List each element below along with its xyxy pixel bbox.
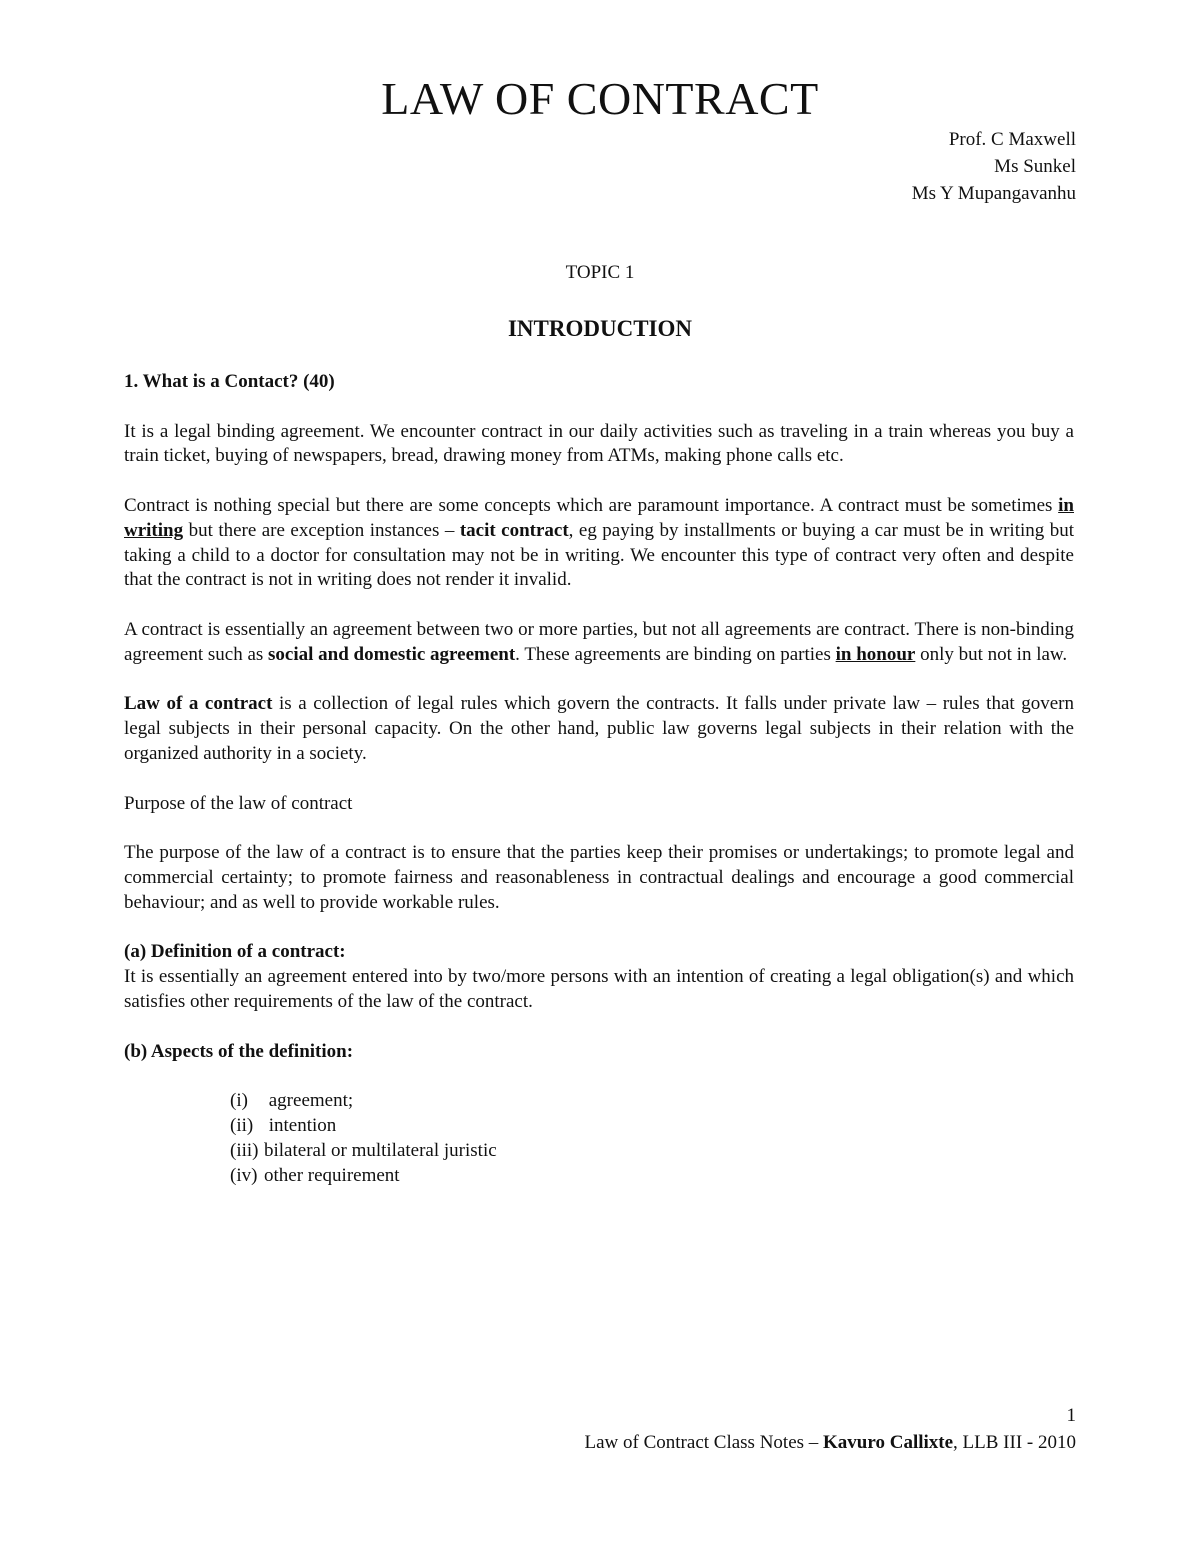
list-item	[230, 1164, 1074, 1189]
section-heading: INTRODUCTION	[507, 316, 693, 341]
page-number: 1	[1066, 1405, 1076, 1426]
paragraph	[124, 618, 1074, 668]
list-number: (iii)	[230, 1139, 259, 1161]
list-number: (iv)	[230, 1164, 258, 1186]
author-name: Ms Sunkel	[994, 156, 1076, 177]
document-title: LAW OF CONTRACT	[381, 73, 819, 124]
question-heading: 1. What is a Contact? (40)	[124, 371, 335, 392]
page-footer	[585, 1432, 1076, 1454]
text-run: A contract is essentially an agreement between two or more parties, but not all agreements are contract. There is non-binding agreement such as	[124, 618, 1074, 665]
text-run: Contract is nothing special but there are some concepts which are paramount importance. A contract must be sometimes	[124, 494, 1059, 516]
subheading: Purpose of the law of contract	[124, 792, 353, 814]
footer-prefix: Law of Contract Class Notes –	[584, 1432, 824, 1453]
text-run: but there are exception instances –	[183, 519, 460, 541]
author-name: Prof. C Maxwell	[948, 129, 1076, 150]
author-name: Ms Y Mupangavanhu	[911, 183, 1076, 204]
paragraph: It is essentially an agreement entered into by two/more persons with an intention of creating a legal obligation(s) and which satisfies other requirements of the law of the contract.	[124, 966, 1074, 1012]
emphasis-text: in honour	[835, 643, 916, 665]
paragraph	[124, 692, 1074, 766]
paragraph: The purpose of the law of a contract is to ensure that the parties keep their promises or undertakings; to promote legal and commercial certainty; to promote fairness and reasonableness in contractual dealings and encourage a good commercial behaviour; and as well to provide workable rules.	[124, 842, 1074, 913]
list-item	[230, 1139, 1074, 1164]
list-text: agreement;	[268, 1090, 354, 1112]
definition-heading: (a) Definition of a contract:	[124, 941, 346, 963]
emphasis-text: tacit contract	[459, 519, 569, 541]
text-run: . These agreements are binding on parties	[515, 643, 836, 665]
list-item	[230, 1114, 1074, 1139]
paragraph: It is a legal binding agreement. We encounter contract in our daily activities such as traveling in a train whereas you buy a train ticket, buying of newspapers, bread, drawing money from ATMs, making phone calls etc.	[124, 420, 1074, 467]
document-body	[124, 370, 1074, 1188]
list-text: intention	[268, 1114, 337, 1136]
text-run: , eg paying by installments or buying a car must be in writing but taking a child to a doctor for consultation may not be in writing. We encounter this type of contract very often and despite that the contract is not in writing does not render it invalid.	[124, 519, 1074, 591]
footer-suffix: , LLB III - 2010	[953, 1432, 1076, 1453]
emphasis-text: Law of a contract	[124, 693, 273, 715]
list-text: bilateral or multilateral juristic	[264, 1139, 497, 1161]
list-item	[230, 1089, 1074, 1114]
topic-label: TOPIC 1	[565, 262, 635, 283]
author-list	[912, 126, 1076, 207]
list-number: (i)	[230, 1090, 248, 1112]
paragraph	[124, 494, 1074, 593]
text-run: is a collection of legal rules which govern the contracts. It falls under private law – rules that govern legal subjects in their personal capacity. On the other hand, public law governs legal subjects in their relation with the organized authority in a society.	[124, 693, 1074, 764]
list-text: other requirement	[264, 1164, 400, 1186]
text-run: only but not in law.	[915, 643, 1068, 665]
aspects-list	[124, 1089, 1074, 1188]
list-number: (ii)	[230, 1114, 254, 1136]
aspects-heading: (b) Aspects of the definition:	[124, 1040, 354, 1062]
footer-author: Kavuro Callixte	[823, 1432, 954, 1453]
emphasis-text: social and domestic agreement	[268, 643, 516, 665]
emphasis-text: in writing	[124, 494, 1074, 541]
